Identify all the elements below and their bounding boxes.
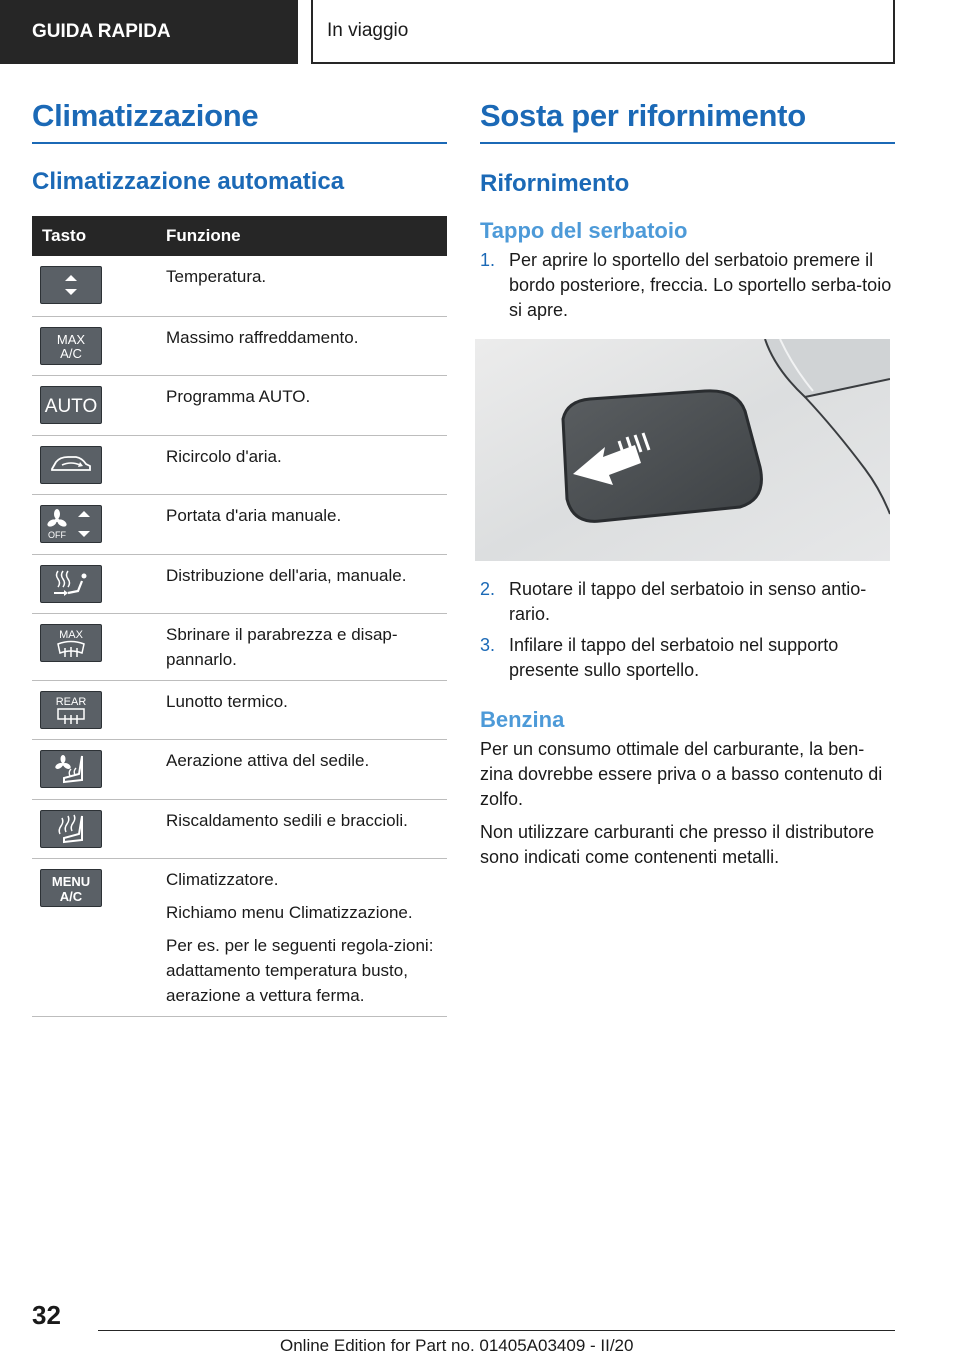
fuel-door-photo: [475, 339, 890, 561]
air-distribution-key-icon: [40, 565, 102, 603]
paragraph: Non utilizzare carburanti che presso il distributore sono indicati come contenenti metalli.: [480, 822, 875, 867]
table-row: [32, 680, 447, 739]
left-column: [32, 98, 447, 1017]
air-recirculation-key-icon: [40, 446, 102, 484]
right-column: [480, 98, 895, 878]
subtitle-rifornimento: Rifornimento: [480, 170, 630, 197]
step-number: 3.: [480, 635, 496, 655]
function-text: Climatizzatore.: [166, 869, 279, 889]
column-header-key: Tasto: [32, 216, 158, 256]
page-title-sosta-rifornimento: Sosta per rifornimento: [480, 98, 895, 144]
key-label: MENU: [51, 873, 91, 889]
key-label: AUTO: [44, 395, 98, 417]
footer-edition: Online Edition for Part no. 01405A03409 - II/20: [280, 1336, 634, 1355]
menu-ac-key-icon: [40, 869, 102, 907]
table-row: [32, 739, 447, 799]
step-number: 1.: [480, 250, 496, 270]
header-chapter-tab: [311, 0, 895, 64]
table-row: [32, 435, 447, 494]
function-text: Ricircolo d'aria.: [166, 446, 282, 466]
table-row: [32, 316, 447, 375]
subtitle-climatizzazione-automatica: Climatizzazione automatica: [32, 168, 345, 195]
step-item: [480, 248, 895, 323]
function-text: Programma AUTO.: [166, 386, 311, 406]
function-text: Riscaldamento sedili e braccioli.: [166, 810, 408, 830]
column-header-function: Funzione: [158, 216, 447, 256]
seat-heating-key-icon: [40, 810, 102, 848]
header-section-tab: [0, 0, 298, 64]
function-text: Richiamo menu Climatizzazione.: [166, 902, 413, 922]
step-item: [480, 633, 895, 683]
table-row: [32, 256, 447, 316]
function-text: Temperatura.: [166, 267, 267, 286]
table-header-row: [32, 216, 447, 256]
rear-defrost-key-icon: [40, 691, 102, 729]
function-text: Massimo raffreddamento.: [166, 327, 359, 347]
paragraph: Per un consumo ottimale del carburante, la ben-zina dovrebbe essere priva o a basso contenuto di zolfo.: [480, 739, 883, 809]
page-title-climatizzazione: Climatizzazione: [32, 98, 447, 144]
max-defrost-key-icon: [40, 624, 102, 662]
key-label: REAR: [55, 695, 87, 708]
fan-speed-key-icon: [40, 505, 102, 543]
key-label: MAX: [59, 628, 83, 641]
step-item: [480, 577, 895, 627]
table-row: [32, 375, 447, 435]
table-row: [32, 554, 447, 613]
key-label: A/C: [60, 345, 82, 361]
footer-divider: [98, 1330, 895, 1331]
step-text: Infilare il tappo del serbatoio nel supporto presente sullo sportello.: [509, 635, 839, 680]
step-number: 2.: [480, 579, 496, 599]
step-text: Ruotare il tappo del serbatoio in senso antio-rario.: [509, 579, 867, 624]
temperature-up-down-key-icon: [40, 266, 102, 304]
table-row: [32, 613, 447, 680]
step-text: Per aprire lo sportello del serbatoio premere il bordo posteriore, freccia. Lo sportello serba-toio si apre.: [509, 250, 892, 320]
header-chapter-label: In viaggio: [327, 20, 409, 41]
auto-key-icon: [40, 386, 102, 424]
function-text: Per es. per le seguenti regola-zioni: adattamento temperatura busto, aerazione a vettura ferma.: [166, 935, 434, 1005]
table-row: [32, 858, 447, 1016]
function-text: Distribuzione dell'aria, manuale.: [166, 565, 407, 585]
header-section-label: GUIDA RAPIDA: [32, 21, 171, 42]
table-row: [32, 799, 447, 858]
function-text: Aerazione attiva del sedile.: [166, 750, 370, 770]
section-tappo-serbatoio: Tappo del serbatoio: [480, 218, 688, 243]
function-text: Portata d'aria manuale.: [166, 505, 342, 525]
function-text: Lunotto termico.: [166, 691, 288, 711]
key-label: MAX: [56, 331, 86, 347]
section-benzina: Benzina: [480, 707, 565, 732]
seat-ventilation-key-icon: [40, 750, 102, 788]
table-row: [32, 494, 447, 554]
key-label: A/C: [59, 888, 83, 904]
function-text: Sbrinare il parabrezza e disap-pannarlo.: [166, 624, 398, 669]
page-number: 32: [32, 1300, 61, 1330]
climate-keys-table: [32, 216, 447, 1017]
max-ac-key-icon: [40, 327, 102, 365]
key-label: OFF: [48, 529, 66, 540]
